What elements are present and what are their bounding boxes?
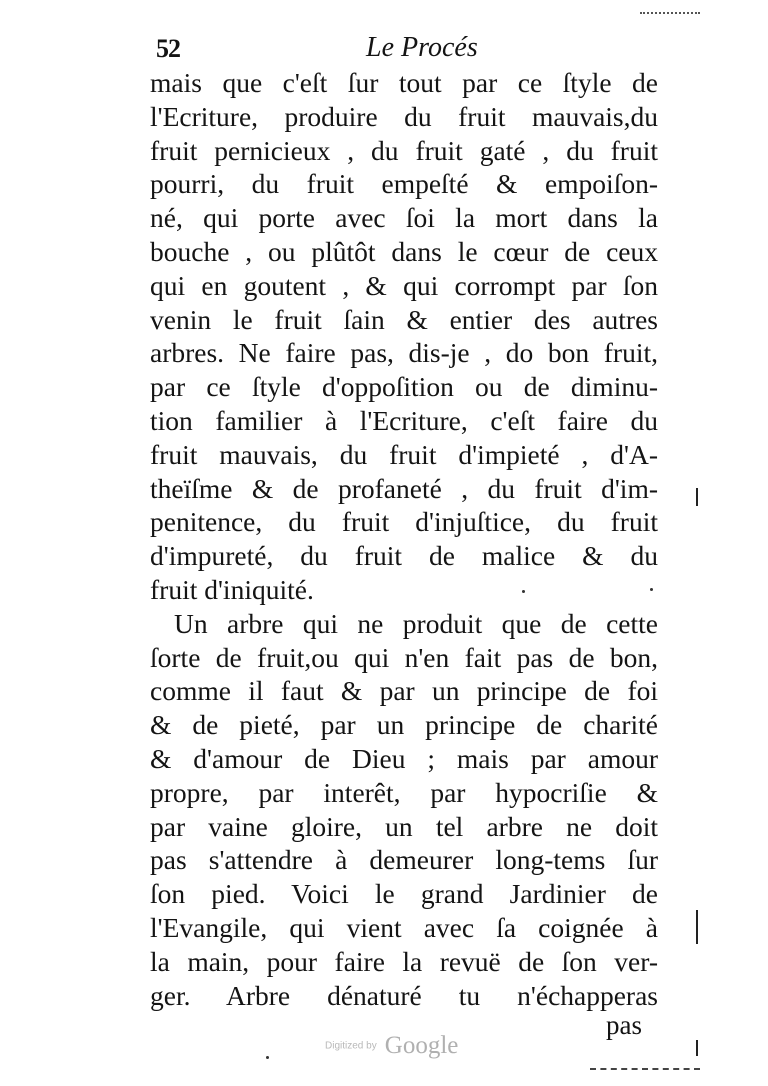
margin-rule-mark xyxy=(696,488,698,506)
text-line: arbres. Ne faire pas, dis-je , do bon fruit, xyxy=(150,337,658,369)
text-line: par ce ſtyle d'oppoſition ou de diminu- xyxy=(150,371,658,403)
text-line: penitence, du fruit d'injuſtice, du fruit xyxy=(150,506,658,538)
digitized-by-label: Digitized by xyxy=(325,1040,377,1052)
text-line: venin le fruit ſain & entier des autres xyxy=(150,303,658,335)
text-line: né, qui porte avec ſoi la mort dans la xyxy=(150,202,658,234)
text-line: Un arbre qui ne produit que de cette xyxy=(174,607,658,639)
text-line: propre, par interêt, par hypocriſie & xyxy=(150,776,658,808)
body-text xyxy=(150,66,658,1012)
margin-rule-mark xyxy=(696,1040,698,1056)
google-logo: Google xyxy=(384,1032,459,1059)
text-line: qui en goutent , & qui corrompt par ſon xyxy=(150,269,658,301)
text-line: l'Evangile, qui vient avec ſa coignée à xyxy=(150,911,658,943)
page-header xyxy=(156,30,656,66)
text-line: pas s'attendre à demeurer long-tems ſur xyxy=(150,844,658,876)
text-line: d'impureté, du fruit de malice & du xyxy=(150,540,658,572)
text-line: theïſme & de profaneté , du fruit d'im- xyxy=(150,472,658,504)
text-line: mais que c'eſt ſur tout par ce ſtyle de xyxy=(150,67,658,98)
top-edge-marks xyxy=(640,12,700,20)
margin-rule-mark xyxy=(696,910,698,944)
text-line: pourri, du fruit empeſté & empoiſon- xyxy=(150,168,658,200)
ink-speck xyxy=(266,1056,269,1059)
text-line: fruit d'iniquité. xyxy=(150,573,314,605)
text-line: ſon pied. Voici le grand Jardinier de xyxy=(150,878,658,910)
text-line: comme il faut & par un principe de foi xyxy=(150,675,658,707)
text-line: ſorte de fruit,ou qui n'en fait pas de bon, xyxy=(150,641,658,673)
text-line: la main, pour faire la revuë de ſon ver- xyxy=(150,945,658,977)
catchword: pas xyxy=(606,1010,642,1040)
text-line: l'Ecriture, produire du fruit mauvais,du xyxy=(150,100,658,132)
running-head: Le Procés xyxy=(366,32,478,63)
ink-speck xyxy=(522,590,525,593)
ink-speck xyxy=(650,588,653,591)
text-line: ger. Arbre dénaturé tu n'échapperas xyxy=(150,979,658,1011)
text-line: fruit mauvais, du fruit d'impieté , d'A- xyxy=(150,438,658,470)
page-number: 52 xyxy=(156,34,180,63)
text-line: & de pieté, par un principe de charité xyxy=(150,709,658,741)
digitized-watermark xyxy=(325,1032,458,1060)
text-line: bouche , ou plûtôt dans le cœur de ceux xyxy=(150,235,658,267)
text-line: fruit pernicieux , du fruit gaté , du fruit xyxy=(150,134,658,166)
text-line: par vaine gloire, un tel arbre ne doit xyxy=(150,810,658,842)
bottom-edge-marks xyxy=(590,1068,700,1074)
text-line: & d'amour de Dieu ; mais par amour xyxy=(150,742,658,774)
text-line: tion familier à l'Ecriture, c'eſt faire du xyxy=(150,404,658,436)
